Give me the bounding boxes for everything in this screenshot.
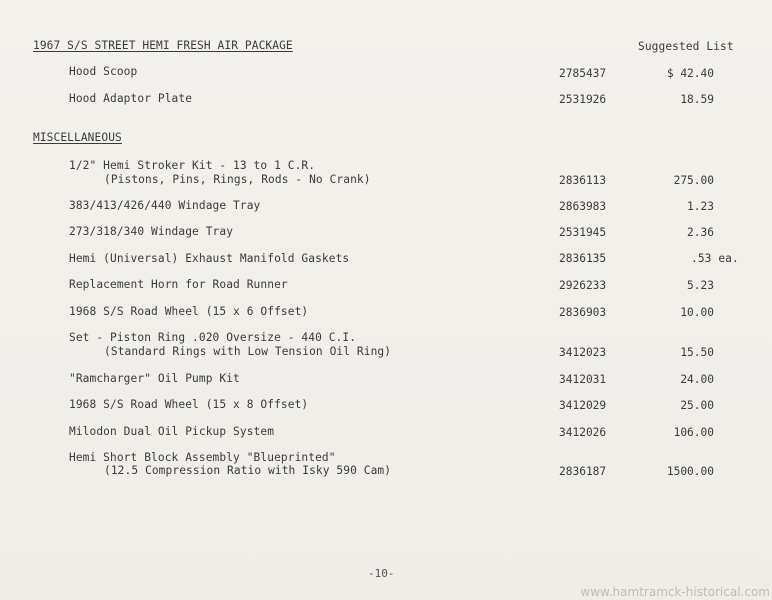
item-price: 25.00 [680,399,714,412]
site-watermark: www.hamtramck-historical.com [580,585,770,599]
item-description: 273/318/340 Windage Tray [69,225,234,238]
item-price: 275.00 [673,174,714,187]
item-description: Hemi Short Block Assembly "Blueprinted" [69,451,336,464]
item-part-number: 3412031 [559,373,607,386]
item-part-number: 2926233 [559,279,607,292]
item-part-number: 2836903 [559,306,607,319]
item-price: 2.36 [687,226,714,239]
item-part-number: 2531926 [559,93,607,106]
item-price: 18.59 [680,93,714,106]
item-part-number: 2785437 [559,67,607,80]
item-price: 10.00 [680,306,714,319]
item-part-number: 2836113 [559,174,607,187]
item-description: 383/413/426/440 Windage Tray [69,199,261,212]
item-price: 106.00 [673,426,714,439]
item-description: "Ramcharger" Oil Pump Kit [69,372,240,385]
item-description: 1968 S/S Road Wheel (15 x 6 Offset) [69,305,309,318]
item-price: 1500.00 [666,465,714,478]
item-description: Milodon Dual Oil Pickup System [69,425,275,438]
item-part-number: 2836187 [559,465,607,478]
page-number: -10- [368,567,395,580]
item-price: 5.23 [687,279,714,292]
item-description: 1968 S/S Road Wheel (15 x 8 Offset) [69,398,309,411]
section-title-fresh-air: 1967 S/S STREET HEMI FRESH AIR PACKAGE [33,39,293,52]
item-description: Replacement Horn for Road Runner [69,278,288,291]
item-price: 15.50 [680,346,714,359]
item-description: Hood Scoop [69,65,138,78]
item-description-detail: (12.5 Compression Ratio with Isky 590 Cam) [104,464,392,477]
item-part-number: 2836135 [559,252,607,265]
item-price: $ 42.40 [666,67,714,80]
item-description: Hemi (Universal) Exhaust Manifold Gaskets [69,252,350,265]
item-price: .53 ea. [691,252,739,265]
section-title-miscellaneous: MISCELLANEOUS [33,131,122,144]
column-label-suggested-list: Suggested List [638,40,734,53]
item-part-number: 2863983 [559,200,607,213]
item-description: 1/2" Hemi Stroker Kit - 13 to 1 C.R. [69,159,316,172]
item-price: 24.00 [680,373,714,386]
item-price: 1.23 [687,200,714,213]
item-part-number: 2531945 [559,226,607,239]
item-part-number: 3412026 [559,426,607,439]
item-description-detail: (Pistons, Pins, Rings, Rods - No Crank) [104,173,371,186]
item-part-number: 3412023 [559,346,607,359]
item-description-detail: (Standard Rings with Low Tension Oil Ring) [104,345,392,358]
item-description: Set - Piston Ring .020 Oversize - 440 C.I. [69,331,357,344]
item-description: Hood Adaptor Plate [69,92,193,105]
item-part-number: 3412029 [559,399,607,412]
